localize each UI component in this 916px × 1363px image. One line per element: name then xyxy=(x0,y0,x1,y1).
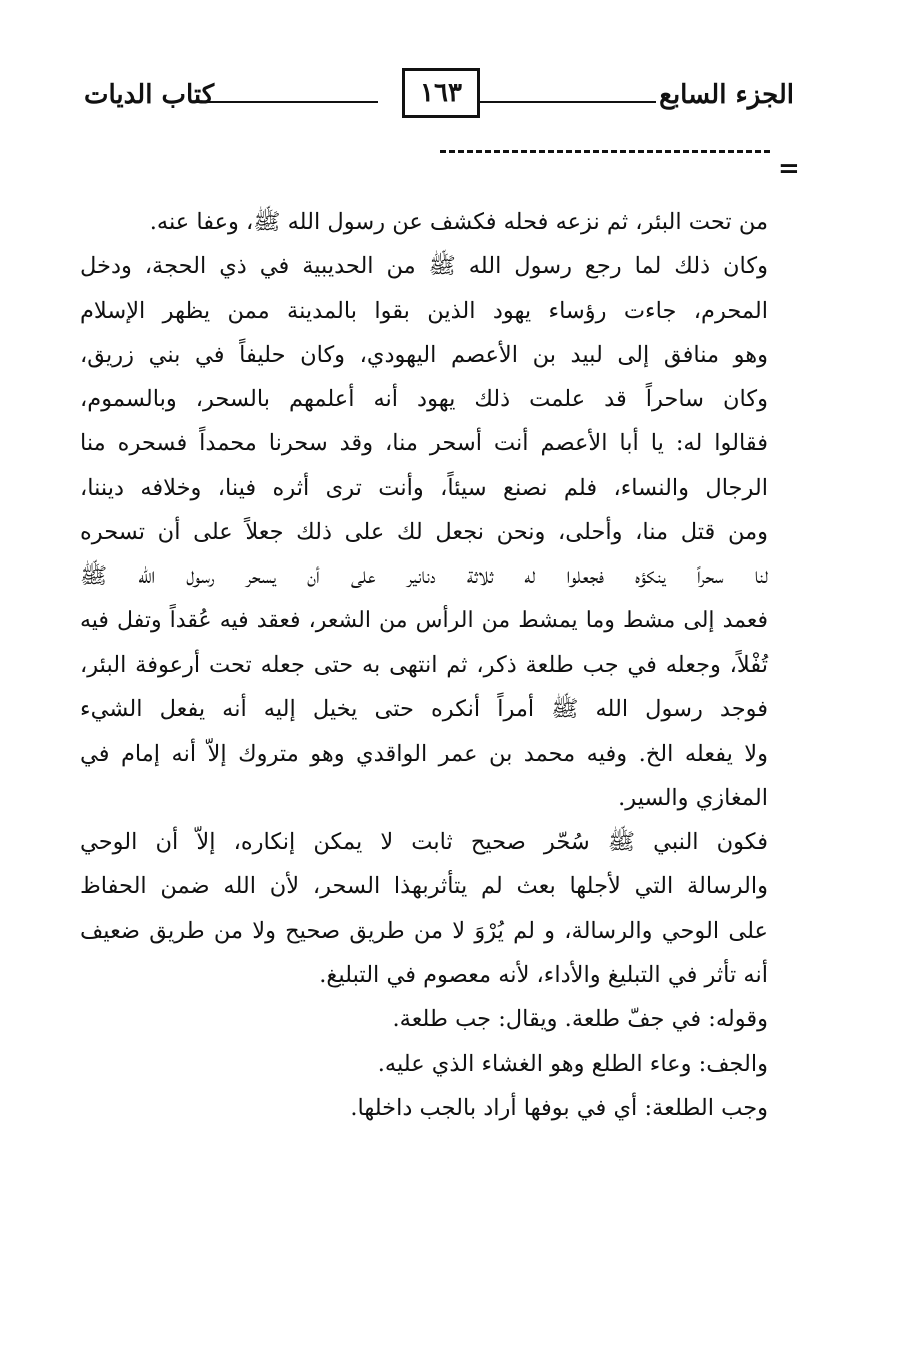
header-rule-left xyxy=(196,101,378,103)
text-line: وقوله: في جفّ طلعة. ويقال: جب طلعة. xyxy=(392,1006,768,1033)
page-number: ١٦٣ xyxy=(402,68,480,118)
book-title: كتاب الديات xyxy=(84,80,215,110)
text-line: والجف: وعاء الطلع وهو الغشاء الذي عليه. xyxy=(377,1050,768,1077)
text-line: المحرم، جاءت رؤساء يهود الذين بقوا بالمدينة ممن يظهر الإسلام xyxy=(80,297,768,324)
page-body xyxy=(80,200,768,1130)
text-line: ولا يفعله الخ. وفيه محمد بن عمر الواقدي وهو متروك إلاّ أنه إمام في xyxy=(80,740,768,767)
continuation-mark: = xyxy=(778,154,800,184)
text-line: وهو منافق إلى لبيد بن الأعصم اليهودي، وكان حليفاً في بني زريق، xyxy=(80,341,768,368)
text-line: ومن قتل منا، وأحلى، ونحن نجعل لك على ذلك جعلاً على أن تسحره xyxy=(80,519,768,546)
text-line: فعمد إلى مشط وما يمشط من الرأس من الشعر، فعقد فيه عُقداً وتفل فيه xyxy=(80,607,768,633)
text-line: وكان ذلك لما رجع رسول الله ﷺ من الحديبية في ذي الحجة، ودخل xyxy=(80,253,768,280)
text-line: الرجال والنساء، فلم نصنع سيئاً، وأنت ترى أثره فينا، وخلافه ديننا، xyxy=(80,474,768,501)
volume-title: الجزء السابع xyxy=(659,80,794,110)
header-rule-right xyxy=(478,101,656,103)
text-line: فقالوا له: يا أبا الأعصم أنت أسحر منا، وقد سحرنا محمداً فسحره منا xyxy=(80,430,768,457)
footnote-separator xyxy=(440,150,770,153)
text-line: أنه تأثر في التبليغ والأداء، لأنه معصوم في التبليغ. xyxy=(319,962,768,989)
text-line: فكون النبي ﷺ سُحّر صحيح ثابت لا يمكن إنكاره، إلاّ أن الوحي xyxy=(80,829,768,856)
text-line: من تحت البئر، ثم نزعه فحله فكشف عن رسول الله ﷺ، وعفا عنه. xyxy=(149,209,768,235)
text-line: فوجد رسول الله ﷺ أمراً أنكره حتى يخيل إليه أنه يفعل الشيء xyxy=(80,696,768,723)
text-line: على الوحي والرسالة، و لم يُرْوَ لا من طريق صحيح ولا من طريق ضعيف xyxy=(80,917,768,944)
page-header xyxy=(84,68,794,128)
text-line: وكان ساحراً قد علمت ذلك يهود أنه أعلمهم بالسحر، وبالسموم، xyxy=(80,386,768,413)
text-line: لنا سحراً ينكؤه فجعلوا له ثلاثة دنانير على أن يسحر رسول الله ﷺ xyxy=(80,563,768,590)
text-line: وجب الطلعة: أي في بوفها أراد بالجب داخلها. xyxy=(350,1094,768,1121)
text-line: تُفْلاً، وجعله في جب طلعة ذكر، ثم انتهى به حتى جعله تحت أرعوفة البئر، xyxy=(80,651,768,678)
text-line: والرسالة التي لأجلها بعث لم يتأثربهذا السحر، لأن الله ضمن الحفاظ xyxy=(80,873,768,900)
text-line: المغازي والسير. xyxy=(618,784,768,811)
